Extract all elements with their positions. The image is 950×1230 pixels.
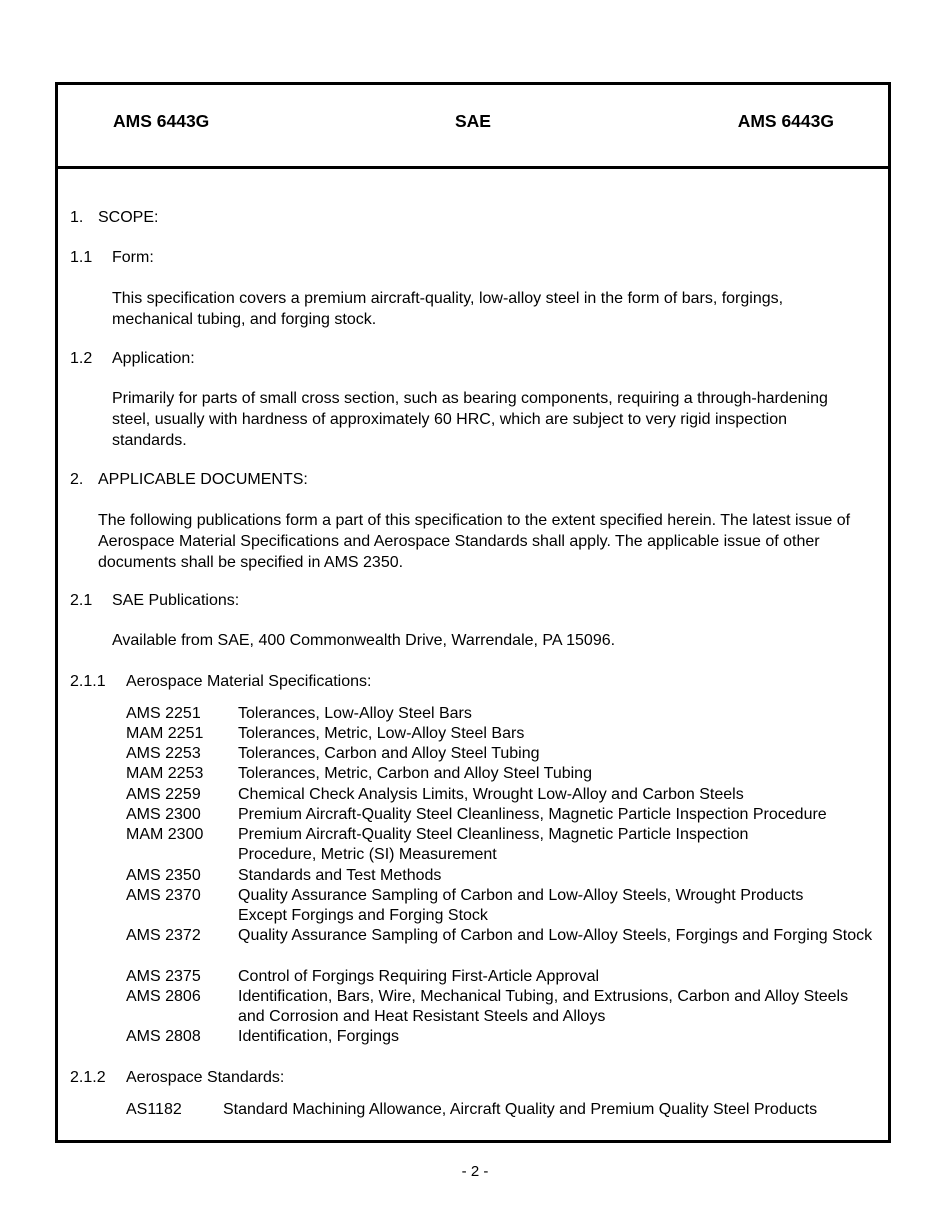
header-org: SAE (455, 111, 491, 131)
ams-list-desc: Quality Assurance Sampling of Carbon and Low-Alloy Steels, Forgings and Forging Stock (238, 927, 873, 944)
ams-list-code: AMS 2808 (126, 1028, 201, 1045)
section-2-1-number: 2.1 (70, 592, 93, 609)
section-2-number: 2. (70, 471, 84, 488)
ams-list-code: MAM 2251 (126, 725, 204, 742)
section-2-title: APPLICABLE DOCUMENTS: (98, 471, 308, 488)
ams-list-desc: Tolerances, Low-Alloy Steel Bars (238, 705, 472, 722)
header-doc-number-left: AMS 6443G (113, 111, 210, 131)
section-1-title: SCOPE: (98, 209, 159, 226)
ams-list-desc: Tolerances, Carbon and Alloy Steel Tubing (238, 745, 540, 762)
ams-list-code: AMS 2806 (126, 988, 201, 1005)
as-list-desc: Standard Machining Allowance, Aircraft Quality and Premium Quality Steel Products (223, 1101, 818, 1118)
section-1-2-body: Primarily for parts of small cross section, such as bearing components, requiring a through-hardening steel, usually with hardness of approximately 60 HRC, which are subject to very rigid inspection standards. (112, 390, 828, 449)
ams-list-desc: Control of Forgings Requiring First-Article Approval (238, 968, 600, 985)
section-1-2-number: 1.2 (70, 350, 93, 367)
ams-list-code: AMS 2300 (126, 806, 201, 823)
ams-list-code: MAM 2253 (126, 765, 204, 782)
section-2-1-title: SAE Publications: (112, 592, 240, 609)
page-header (58, 85, 888, 169)
header-doc-number-right: AMS 6443G (737, 111, 834, 131)
ams-list-desc: Identification, Forgings (238, 1028, 399, 1045)
ams-list-desc: Identification, Bars, Wire, Mechanical Tubing, and Extrusions, Carbon and Alloy Steels and Corrosion and Heat Resistant Steels and Alloys (238, 988, 849, 1026)
ams-list-code: AMS 2375 (126, 968, 201, 985)
ams-list-code: AMS 2370 (126, 887, 201, 904)
section-2-body: The following publications form a part of this specification to the extent specified herein. The latest issue of Aerospace Material Specifications and Aerospace Standards shall apply. The applicable issue of other documents shall be specified in AMS 2350. (98, 512, 851, 571)
section-2-1-2-number: 2.1.2 (70, 1069, 106, 1086)
ams-list-desc: Premium Aircraft-Quality Steel Cleanliness, Magnetic Particle Inspection Procedure, Metric (SI) Measurement (238, 826, 749, 864)
section-1-1-body: This specification covers a premium aircraft-quality, low-alloy steel in the form of bars, forgings, mechanical tubing, and forging stock. (112, 290, 784, 328)
section-2-1-1-title: Aerospace Material Specifications: (126, 673, 372, 690)
as-list-code: AS1182 (126, 1101, 182, 1118)
ams-list-desc: Standards and Test Methods (238, 867, 442, 884)
section-1-number: 1. (70, 209, 84, 226)
section-1-1-number: 1.1 (70, 249, 93, 266)
ams-list-desc: Tolerances, Metric, Low-Alloy Steel Bars (238, 725, 525, 742)
section-1-2-title: Application: (112, 350, 195, 367)
ams-list-code: AMS 2253 (126, 745, 201, 762)
section-2-1-body: Available from SAE, 400 Commonwealth Drive, Warrendale, PA 15096. (112, 632, 616, 649)
page-number: - 2 - (461, 1163, 489, 1180)
ams-list-desc: Tolerances, Metric, Carbon and Alloy Steel Tubing (238, 765, 592, 782)
section-2-1-2-title: Aerospace Standards: (126, 1069, 285, 1086)
section-2-1-1-number: 2.1.1 (70, 673, 106, 690)
ams-list-desc: Chemical Check Analysis Limits, Wrought Low-Alloy and Carbon Steels (238, 786, 744, 803)
ams-list-code: AMS 2350 (126, 867, 201, 884)
section-1-1-title: Form: (112, 249, 154, 266)
ams-list-code: AMS 2251 (126, 705, 201, 722)
ams-list-code: AMS 2372 (126, 927, 201, 944)
ams-list-desc: Premium Aircraft-Quality Steel Cleanliness, Magnetic Particle Inspection Procedure (238, 806, 827, 823)
ams-list-code: AMS 2259 (126, 786, 201, 803)
ams-list-desc: Quality Assurance Sampling of Carbon and Low-Alloy Steels, Wrought Products Except Forgings and Forging Stock (238, 887, 804, 925)
ams-list-code: MAM 2300 (126, 826, 204, 843)
